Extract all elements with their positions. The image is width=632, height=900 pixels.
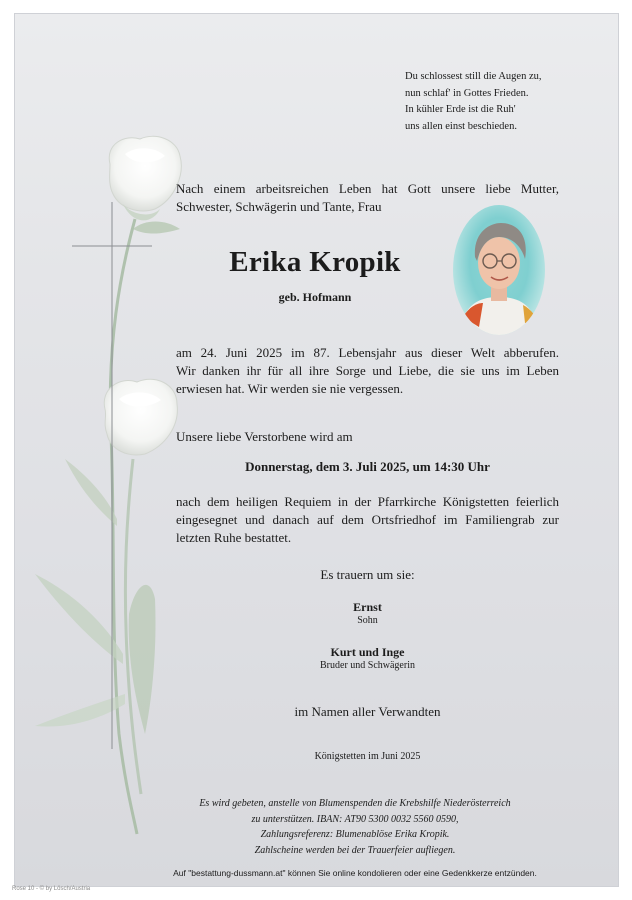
- mourners-heading: Es trauern um sie:: [320, 567, 415, 582]
- donation-line: Es wird gebeten, anstelle von Blumenspenden die Krebshilfe Niederösterreich: [199, 798, 511, 809]
- thanks-statement: Wir danken ihr für all ihre Sorge und Liebe, die sie uns im Leben erwiesen hat. Wir werden sie nie vergessen.: [176, 363, 559, 396]
- mourner-name: Ernst: [353, 600, 382, 614]
- image-credit: Rose 10 - © by Lösch/Austria: [12, 886, 91, 892]
- poem-line: uns allen einst beschieden.: [405, 120, 517, 132]
- relatives-line: im Namen aller Verwandten: [294, 704, 441, 719]
- poem-line: In kühler Erde ist die Ruh': [405, 104, 516, 115]
- rose-middle: [104, 379, 177, 455]
- mourner-relation: Bruder und Schwägerin: [320, 660, 415, 671]
- intro-line-1: Nach einem arbeitsreichen Leben hat Gott unsere liebe Mutter,: [176, 181, 559, 196]
- donation-line: Zahlungsreferenz: Blumenablöse Erika Kropik.: [260, 829, 450, 840]
- funeral-date: Donnerstag, dem 3. Juli 2025, um 14:30 Uhr: [245, 459, 490, 474]
- intro-line-2: Schwester, Schwägerin und Tante, Frau: [176, 199, 382, 214]
- rose-top: [109, 136, 181, 220]
- poem-line: nun schlaf' in Gottes Frieden.: [405, 87, 529, 99]
- donation-note: [135, 796, 575, 858]
- deceased-name: Erika Kropik: [229, 246, 401, 278]
- poem-line: Du schlossest still die Augen zu,: [405, 71, 542, 82]
- death-statement: am 24. Juni 2025 im 87. Lebensjahr aus dieser Welt abberufen.: [176, 345, 559, 360]
- donation-line: zu unterstützen. IBAN: AT90 5300 0032 5560 0590,: [251, 813, 459, 825]
- place-date: Königstetten im Juni 2025: [314, 751, 421, 762]
- online-condolence-note: Auf "bestattung-dussmann.at" können Sie online kondolieren oder eine Gedenkkerze entzünden.: [173, 868, 537, 878]
- obituary-card: [14, 13, 619, 887]
- poem: [405, 69, 542, 135]
- funeral-intro: Unsere liebe Verstorbene wird am: [176, 429, 353, 444]
- mourner-relation: Sohn: [357, 615, 378, 626]
- mourner-name: Kurt und Inge: [330, 645, 405, 659]
- portrait-icon: [453, 205, 545, 335]
- donation-line: Zahlscheine werden bei der Trauerfeier aufliegen.: [254, 844, 456, 856]
- funeral-details: nach dem heiligen Requiem in der Pfarrkirche Königstetten feierlich eingesegnet und danach auf dem Ortsfriedhof im Familiengrab zur letzten Ruhe bestattet.: [176, 494, 559, 545]
- maiden-name: geb. Hofmann: [278, 290, 352, 304]
- portrait-photo: [453, 205, 545, 335]
